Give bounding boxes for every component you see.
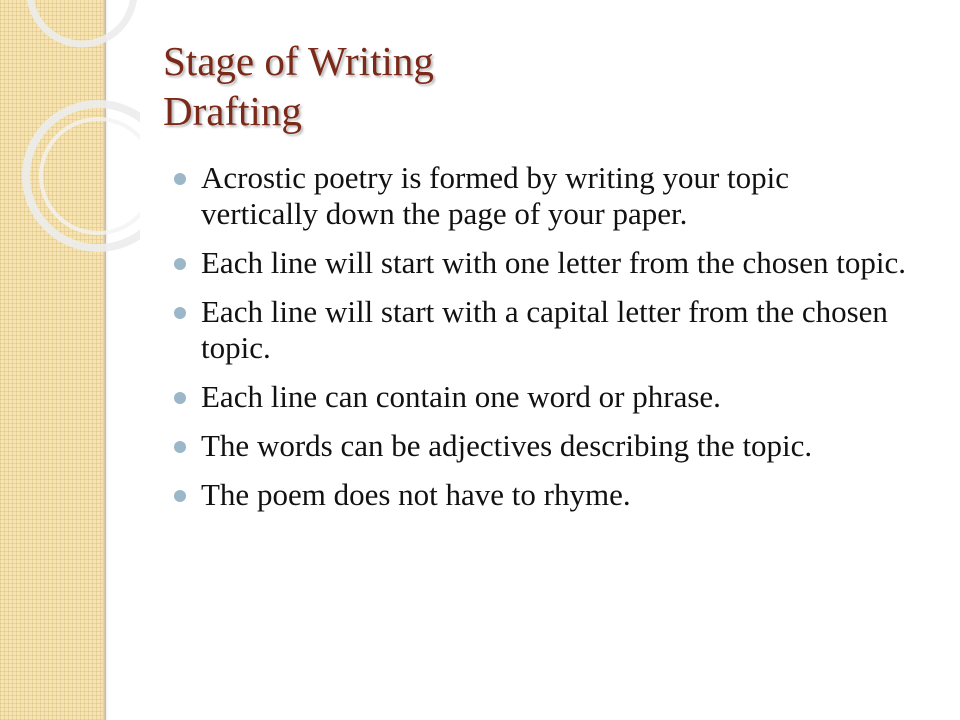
bullet-text: Each line will start with a capital letter from the chosen topic. (201, 294, 888, 365)
bullet-text: Each line will start with one letter from the chosen topic. (201, 245, 907, 280)
bullet-item (172, 477, 912, 513)
bullet-text: The poem does not have to rhyme. (201, 477, 631, 512)
title-line-2: Drafting (163, 88, 302, 134)
bullet-item (172, 428, 912, 464)
bullet-icon (174, 490, 186, 502)
bullet-item (172, 245, 912, 281)
bullet-text: Acrostic poetry is formed by writing your topic vertically down the page of your paper. (201, 160, 790, 231)
slide-title (163, 36, 434, 136)
bullet-list (172, 160, 912, 526)
bullet-icon (174, 307, 186, 319)
title-line-1: Stage of Writing (163, 38, 434, 84)
bullet-icon (174, 173, 186, 185)
bullet-item (172, 160, 912, 232)
decorative-rings (0, 0, 140, 260)
bullet-item (172, 379, 912, 415)
bullet-text: The words can be adjectives describing the topic. (201, 428, 813, 463)
bullet-icon (174, 392, 186, 404)
bullet-icon (174, 258, 186, 270)
bullet-text: Each line can contain one word or phrase. (201, 379, 721, 414)
bullet-item (172, 294, 912, 366)
bullet-icon (174, 441, 186, 453)
